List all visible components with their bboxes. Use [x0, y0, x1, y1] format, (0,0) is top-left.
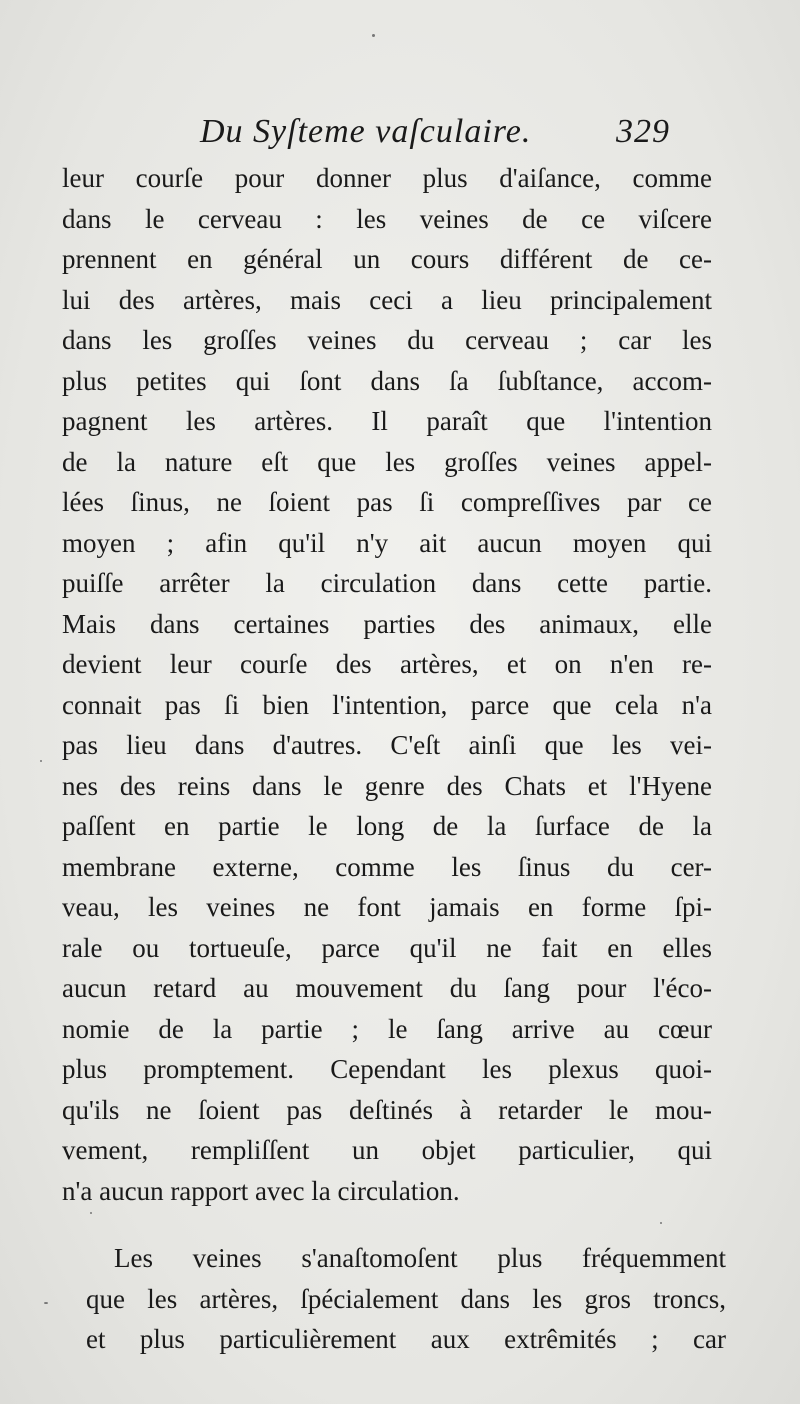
text-line: puiſſe arrêter la circulation dans cette partie.: [62, 568, 712, 598]
paragraph-2: [86, 1238, 726, 1360]
text-line: veau, les veines ne font jamais en forme ſpi-: [62, 892, 712, 922]
text-line: prennent en général un cours différent de ce-: [62, 244, 712, 274]
text-line: Mais dans certaines parties des animaux, elle: [62, 608, 712, 639]
text-line: qu'ils ne ſoient pas deſtinés à retarder le mou-: [62, 1094, 712, 1125]
text-line: rale ou tortueuſe, parce qu'il ne fait en elles: [62, 932, 712, 963]
text-line: plus petites qui ſont dans ſa ſubſtance, accom-: [62, 365, 712, 396]
text-line: leur courſe pour donner plus d'aiſance, comme: [62, 163, 712, 193]
text-line: que les artères, ſpécialement dans les gros troncs,: [86, 1283, 726, 1314]
text-line: connait pas ſi bien l'intention, parce que cela n'a: [62, 689, 712, 720]
text-line: membrane externe, comme les ſinus du cer-: [62, 851, 712, 882]
page-number: 329: [616, 113, 670, 150]
text-line: lui des artères, mais ceci a lieu principalement: [62, 284, 712, 315]
text-line: pagnent les artères. Il paraît que l'intention: [62, 406, 712, 436]
text-line: plus promptement. Cependant les plexus quoi-: [62, 1054, 712, 1084]
text-line: nes des reins dans le genre des Chats et l'Hyene: [62, 770, 712, 801]
text-line: devient leur courſe des artères, et on n'en re-: [62, 649, 712, 679]
text-line: dans le cerveau : les veines de ce viſcere: [62, 203, 712, 234]
running-head: Du Syſteme vaſculaire.: [200, 113, 532, 150]
text-line: nomie de la partie ; le ſang arrive au cœur: [62, 1013, 712, 1044]
text-line: dans les groſſes veines du cerveau ; car les: [62, 325, 712, 355]
text-line: pas lieu dans d'autres. C'eſt ainſi que les vei-: [62, 730, 712, 760]
text-line: Les veines s'anaſtomoſent plus fréquemment: [114, 1243, 726, 1273]
text-line: moyen ; afin qu'il n'y ait aucun moyen qui: [62, 527, 712, 558]
page-header: [0, 113, 800, 163]
text-line: n'a aucun rapport avec la circulation.: [62, 1175, 460, 1206]
text-line: et plus particulièrement aux extrêmités ; car: [86, 1324, 726, 1354]
paragraph-1: [62, 158, 712, 1211]
paper-speck: [372, 34, 375, 37]
paper-speck: [660, 1222, 662, 1224]
text-line: lées ſinus, ne ſoient pas ſi compreſſives par ce: [62, 487, 712, 517]
text-line: aucun retard au mouvement du ſang pour l'éco-: [62, 973, 712, 1003]
paper-speck: [90, 1212, 92, 1214]
text-line: de la nature eſt que les groſſes veines appel-: [62, 446, 712, 477]
text-line: paſſent en partie le long de la ſurface de la: [62, 811, 712, 841]
paper-speck: [44, 1302, 48, 1304]
paper-speck: [40, 760, 42, 762]
text-line: vement, rempliſſent un objet particulier, qui: [62, 1135, 712, 1165]
